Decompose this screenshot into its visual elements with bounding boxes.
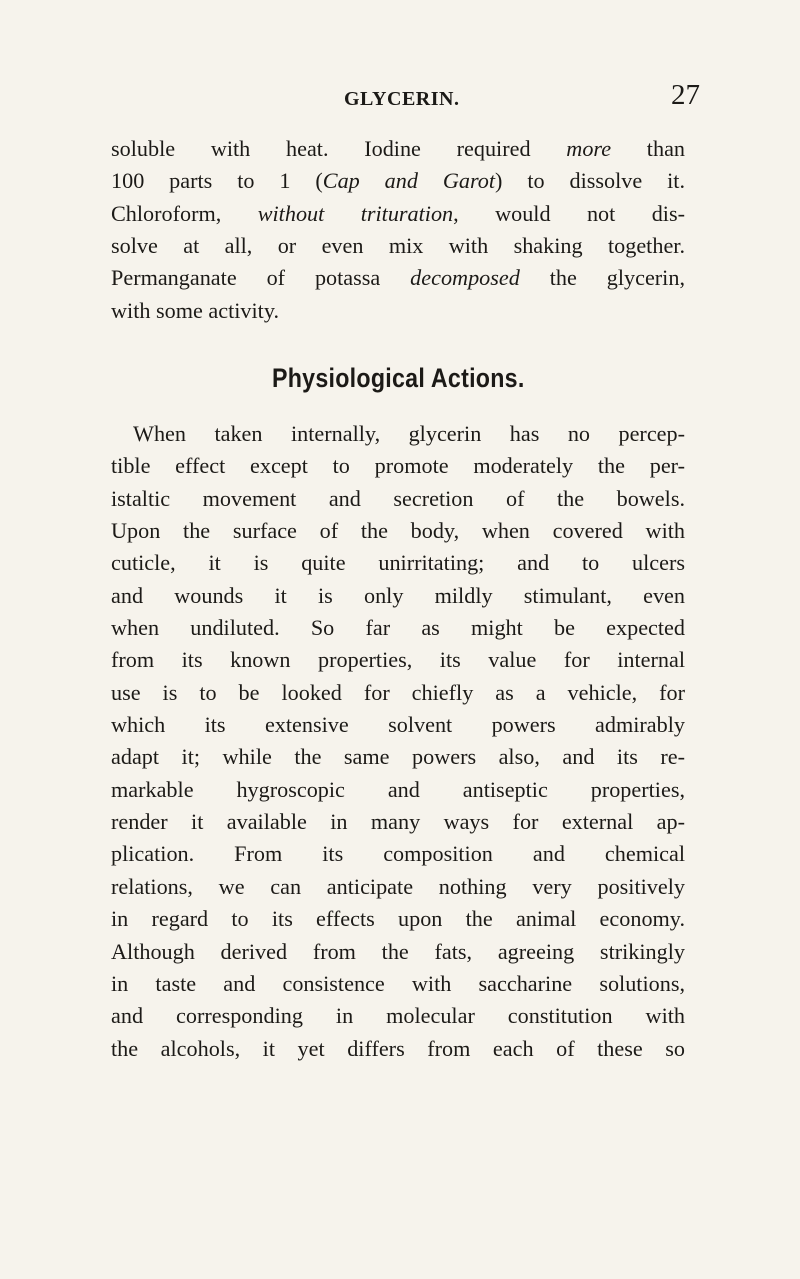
text-run: with some activity. (111, 297, 280, 323)
italic-text: Cap and Garot (322, 168, 496, 194)
paragraph-solubility (111, 133, 685, 327)
text-run: the glycerin, (519, 265, 685, 291)
text-line: plication. From its composition and chemical (111, 841, 685, 867)
text-line (111, 133, 685, 165)
text-run: , would not dis- (453, 200, 685, 226)
text-run: Permanganate of potassa (111, 265, 411, 291)
paragraph-physiological-actions (111, 418, 685, 1065)
text-line: relations, we can anticipate nothing very positively (111, 873, 685, 899)
text-line: in taste and consistence with saccharine solutions, (111, 970, 685, 996)
text-line: Upon the surface of the body, when covered with (111, 518, 685, 544)
text-line: tible effect except to promote moderately the per- (111, 453, 685, 479)
running-header (0, 79, 800, 114)
running-title: GLYCERIN. (344, 88, 460, 110)
text-line (111, 198, 685, 230)
text-run: soluble with heat. Iodine required (111, 136, 567, 161)
text-line: and wounds it is only mildly stimulant, even (111, 582, 685, 608)
text-line: the alcohols, it yet differs from each of these so (111, 1035, 685, 1061)
page-number: 27 (671, 79, 700, 111)
text-run: ) to dissolve it. (495, 168, 685, 194)
text-run: Chloroform, (111, 200, 258, 226)
text-run: 100 parts to 1 ( (111, 168, 323, 194)
text-line (111, 295, 685, 327)
section-heading: Physiological Actions. (271, 363, 525, 393)
text-line: when undiluted. So far as might be expected (111, 615, 685, 641)
text-line: and corresponding in molecular constitution with (111, 1003, 685, 1029)
italic-text: without trituration (257, 200, 454, 226)
italic-text: decomposed (410, 265, 520, 291)
text-run: solve at all, or even mix with shaking together. (111, 233, 685, 259)
text-line (111, 165, 685, 197)
text-line: in regard to its effects upon the animal economy. (111, 906, 685, 932)
text-line: When taken internally, glycerin has no percep- (133, 421, 685, 446)
text-line: Although derived from the fats, agreeing strikingly (111, 938, 685, 964)
text-line: cuticle, it is quite unirritating; and to ulcers (111, 550, 685, 576)
text-line: adapt it; while the same powers also, and its re- (111, 744, 685, 770)
text-line: use is to be looked for chiefly as a vehicle, for (111, 679, 685, 705)
text-line: render it available in many ways for external ap- (111, 809, 685, 835)
italic-text: more (566, 136, 612, 161)
text-run: than (611, 136, 686, 161)
text-line (111, 230, 685, 262)
text-line: markable hygroscopic and antiseptic properties, (111, 776, 685, 802)
text-line (111, 262, 685, 294)
text-line: istaltic movement and secretion of the bowels. (111, 485, 685, 511)
text-line: which its extensive solvent powers admirably (111, 712, 685, 738)
text-line: from its known properties, its value for internal (111, 647, 685, 673)
